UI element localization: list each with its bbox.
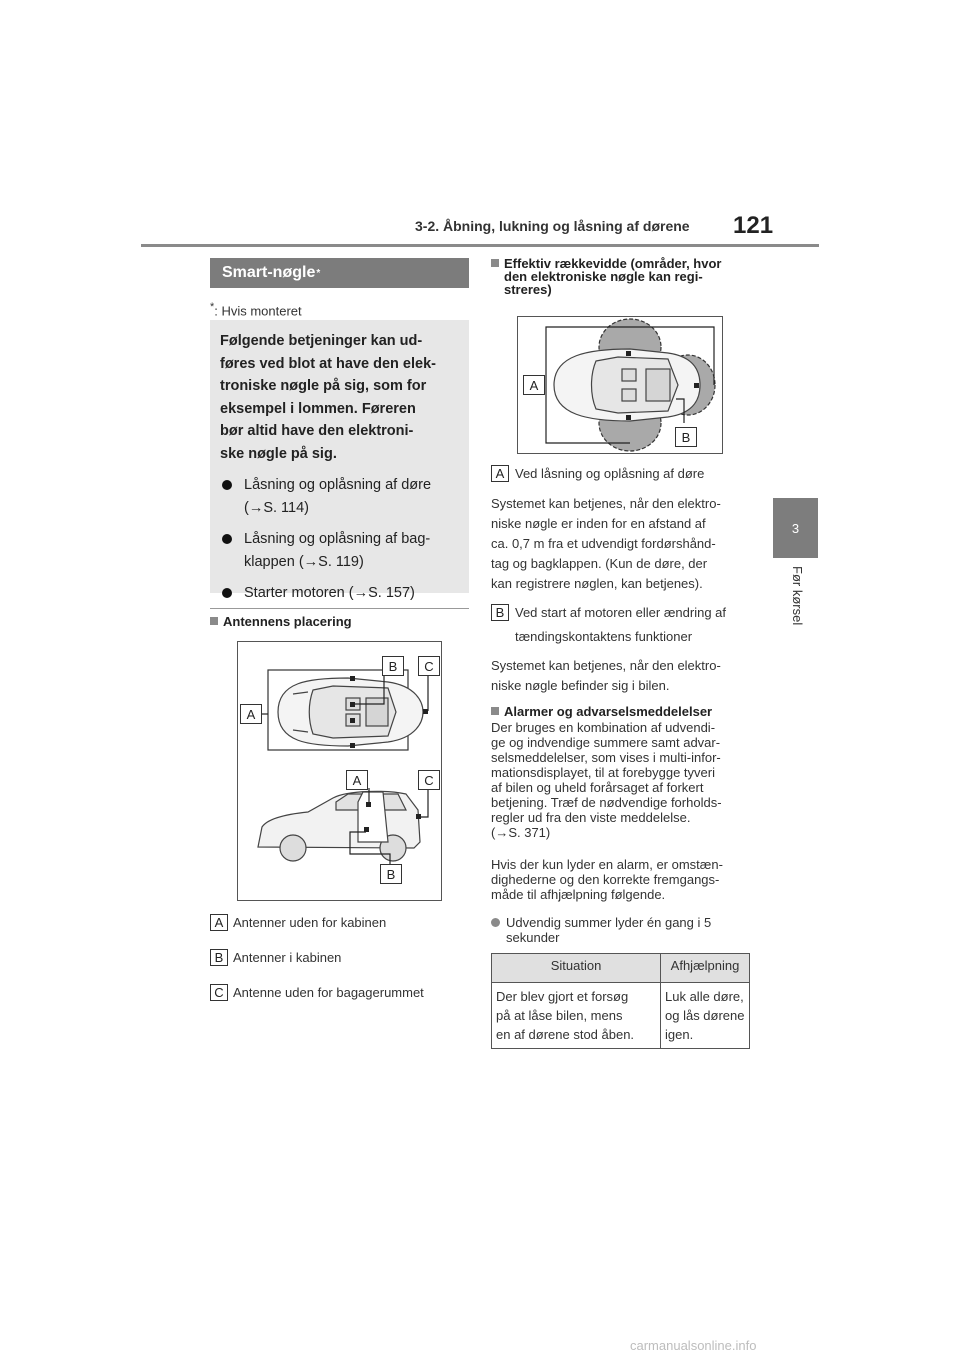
alarm-bullet [491, 915, 761, 945]
alarms-heading [491, 704, 712, 719]
range-a-title: Ved låsning og oplåsning af døre [515, 466, 705, 481]
legend-key: B [210, 949, 228, 966]
text-line: mationsdisplayet, til at forebygge tyveri [491, 765, 715, 780]
page-reference-link[interactable]: (→S. 371) [491, 825, 551, 840]
square-bullet-icon [491, 259, 499, 267]
alarm-table [491, 953, 750, 1049]
legend-key: A [491, 465, 509, 482]
label-b: B [380, 864, 402, 884]
lead-line: Følgende betjeninger kan ud- [220, 333, 423, 349]
text-line: regler ud fra den viste meddelelse. [491, 810, 691, 825]
text-line: dighederne og den korrekte fremgangs- [491, 872, 720, 887]
square-bullet-icon [491, 707, 499, 715]
range-a-description [491, 494, 761, 594]
car-side-view [258, 791, 420, 861]
range-b-description [491, 656, 761, 696]
label-b: B [382, 656, 404, 676]
effective-range-figure [517, 316, 723, 454]
lead-line: eksempel i lommen. Føreren [220, 400, 416, 417]
text-line: af bilen og uheld forårsaget af forkert [491, 780, 704, 795]
cell-line: en af dørene stod åben. [496, 1027, 635, 1042]
label-c: C [418, 770, 440, 790]
alarms-heading-text: Alarmer og advarselsmeddelelser [504, 704, 713, 719]
chapter-tab: 3 [773, 498, 818, 558]
summary-bullet [220, 528, 459, 573]
lead-line: troniske nøgle på sig, som for [220, 378, 427, 394]
legend-item-c [210, 984, 228, 1001]
title-asterisk: * [316, 267, 321, 279]
car-top-view [268, 670, 423, 750]
legend-key: A [210, 914, 228, 931]
table-header-row [492, 954, 750, 983]
label-c: C [418, 656, 440, 676]
cell-line: på at låse bilen, mens [496, 1008, 623, 1023]
watermark: carmanualsonline.info [630, 1338, 757, 1353]
text-line: ge og indvendige summere samt advar- [491, 735, 721, 750]
page-reference-link[interactable]: Starter motoren (→S. 157) [244, 585, 415, 601]
text-line: betjening. Træf de nødvendige forholds- [491, 795, 722, 810]
range-b-title-line2: tændingskontaktens funktioner [515, 629, 693, 644]
range-heading-line: den elektroniske nøgle kan regi- [504, 269, 703, 284]
text-line: Der bruges en kombination af udvendi- [491, 720, 716, 735]
bullet-dot-icon [222, 588, 232, 598]
text-line: Hvis der kun lyder en alarm, er omstæn- [491, 857, 723, 872]
header-rule [141, 244, 819, 247]
text-line: Udvendig summer lyder én gang i 5 [506, 915, 712, 930]
chapter-name: Før kørsel [790, 566, 805, 626]
lead-line: bør altid have den elektroni- [220, 423, 414, 439]
bullet-dot-icon [222, 480, 232, 490]
text-line: tag og bagklappen. (Kun de døre, der [491, 556, 708, 571]
label-b: B [675, 427, 697, 447]
section-title: 3-2. Åbning, lukning og låsning af dørene [415, 218, 690, 234]
car-top-view [554, 349, 700, 421]
footnote-text: : Hvis monteret [214, 303, 302, 319]
footnote [210, 301, 302, 318]
page-number: 121 [733, 212, 774, 239]
text-line: kan registrere nøglen, kan betjenes). [491, 576, 703, 591]
lead-line: ske nøgle på sig. [220, 445, 337, 462]
chapter-side-label [785, 566, 807, 636]
label-a: A [346, 770, 368, 790]
range-heading-line: Effektiv rækkevidde (områder, hvor [504, 256, 722, 271]
smart-key-heading [210, 258, 469, 288]
text-line: Systemet kan betjenes, når den elektro- [491, 658, 721, 673]
table-header: Situation [492, 954, 661, 983]
antenna-heading-text: Antennens placering [223, 614, 352, 629]
label-a: A [523, 375, 545, 395]
legend-text: Antenner uden for kabinen [233, 915, 387, 930]
summary-bullet [220, 582, 459, 605]
smart-key-summary-box [210, 320, 469, 601]
square-bullet-icon [210, 617, 218, 625]
antenna-diagram [238, 642, 441, 900]
legend-key: C [210, 984, 228, 1001]
bullet-dot-icon [222, 534, 232, 544]
lead-line: føres ved blot at have den elek- [220, 355, 436, 372]
text-line: niske nøgle befinder sig i bilen. [491, 678, 670, 693]
legend-text: Antenne uden for bagagerummet [233, 985, 424, 1000]
bullet-dot-icon [491, 918, 500, 927]
alarms-paragraph [491, 720, 761, 840]
smart-key-title: Smart-nøgle [222, 264, 316, 281]
text-line: måde til afhjælpning følgende. [491, 887, 666, 902]
legend-item-b [210, 949, 228, 966]
label-a: A [240, 704, 262, 724]
cell-line: Luk alle døre, [665, 989, 744, 1004]
cell-line: igen. [665, 1027, 694, 1042]
legend-item-a [210, 914, 228, 931]
summary-bullet [220, 474, 459, 519]
legend-key: B [491, 604, 509, 621]
page-reference-link[interactable]: (→S. 114) [244, 499, 310, 516]
text-line: ca. 0,7 m fra et udvendigt fordørshånd- [491, 536, 716, 551]
table-cell [492, 983, 661, 1049]
table-header: Afhjælpning [661, 954, 750, 983]
range-b-title: Ved start af motoren eller ændring af [515, 605, 727, 620]
table-cell [661, 983, 750, 1049]
text-line: sekunder [506, 930, 560, 945]
antenna-heading [210, 614, 352, 629]
text-line: niske nøgle er inden for en afstand af [491, 516, 706, 531]
range-heading [491, 257, 761, 296]
bullet-line: Låsning og oplåsning af bag- [244, 531, 431, 547]
footnote-asterisk: * [210, 301, 215, 313]
table-row [492, 983, 750, 1049]
alarms-paragraph [491, 857, 761, 902]
divider [210, 608, 469, 609]
cell-line: og lås dørene [665, 1008, 745, 1023]
range-heading-line: streres) [504, 282, 552, 297]
text-line: Systemet kan betjenes, når den elektro- [491, 496, 721, 511]
bullet-line: Låsning og oplåsning af døre [244, 477, 432, 493]
page-reference-link[interactable]: klappen (→S. 119) [244, 553, 364, 570]
cell-line: Der blev gjort et forsøg [496, 989, 629, 1004]
legend-text: Antenner i kabinen [233, 950, 342, 965]
summary-lead [220, 330, 459, 465]
antenna-location-figure [237, 641, 442, 901]
text-line: selsmeddelelser, som vises i multi-infor- [491, 750, 721, 765]
